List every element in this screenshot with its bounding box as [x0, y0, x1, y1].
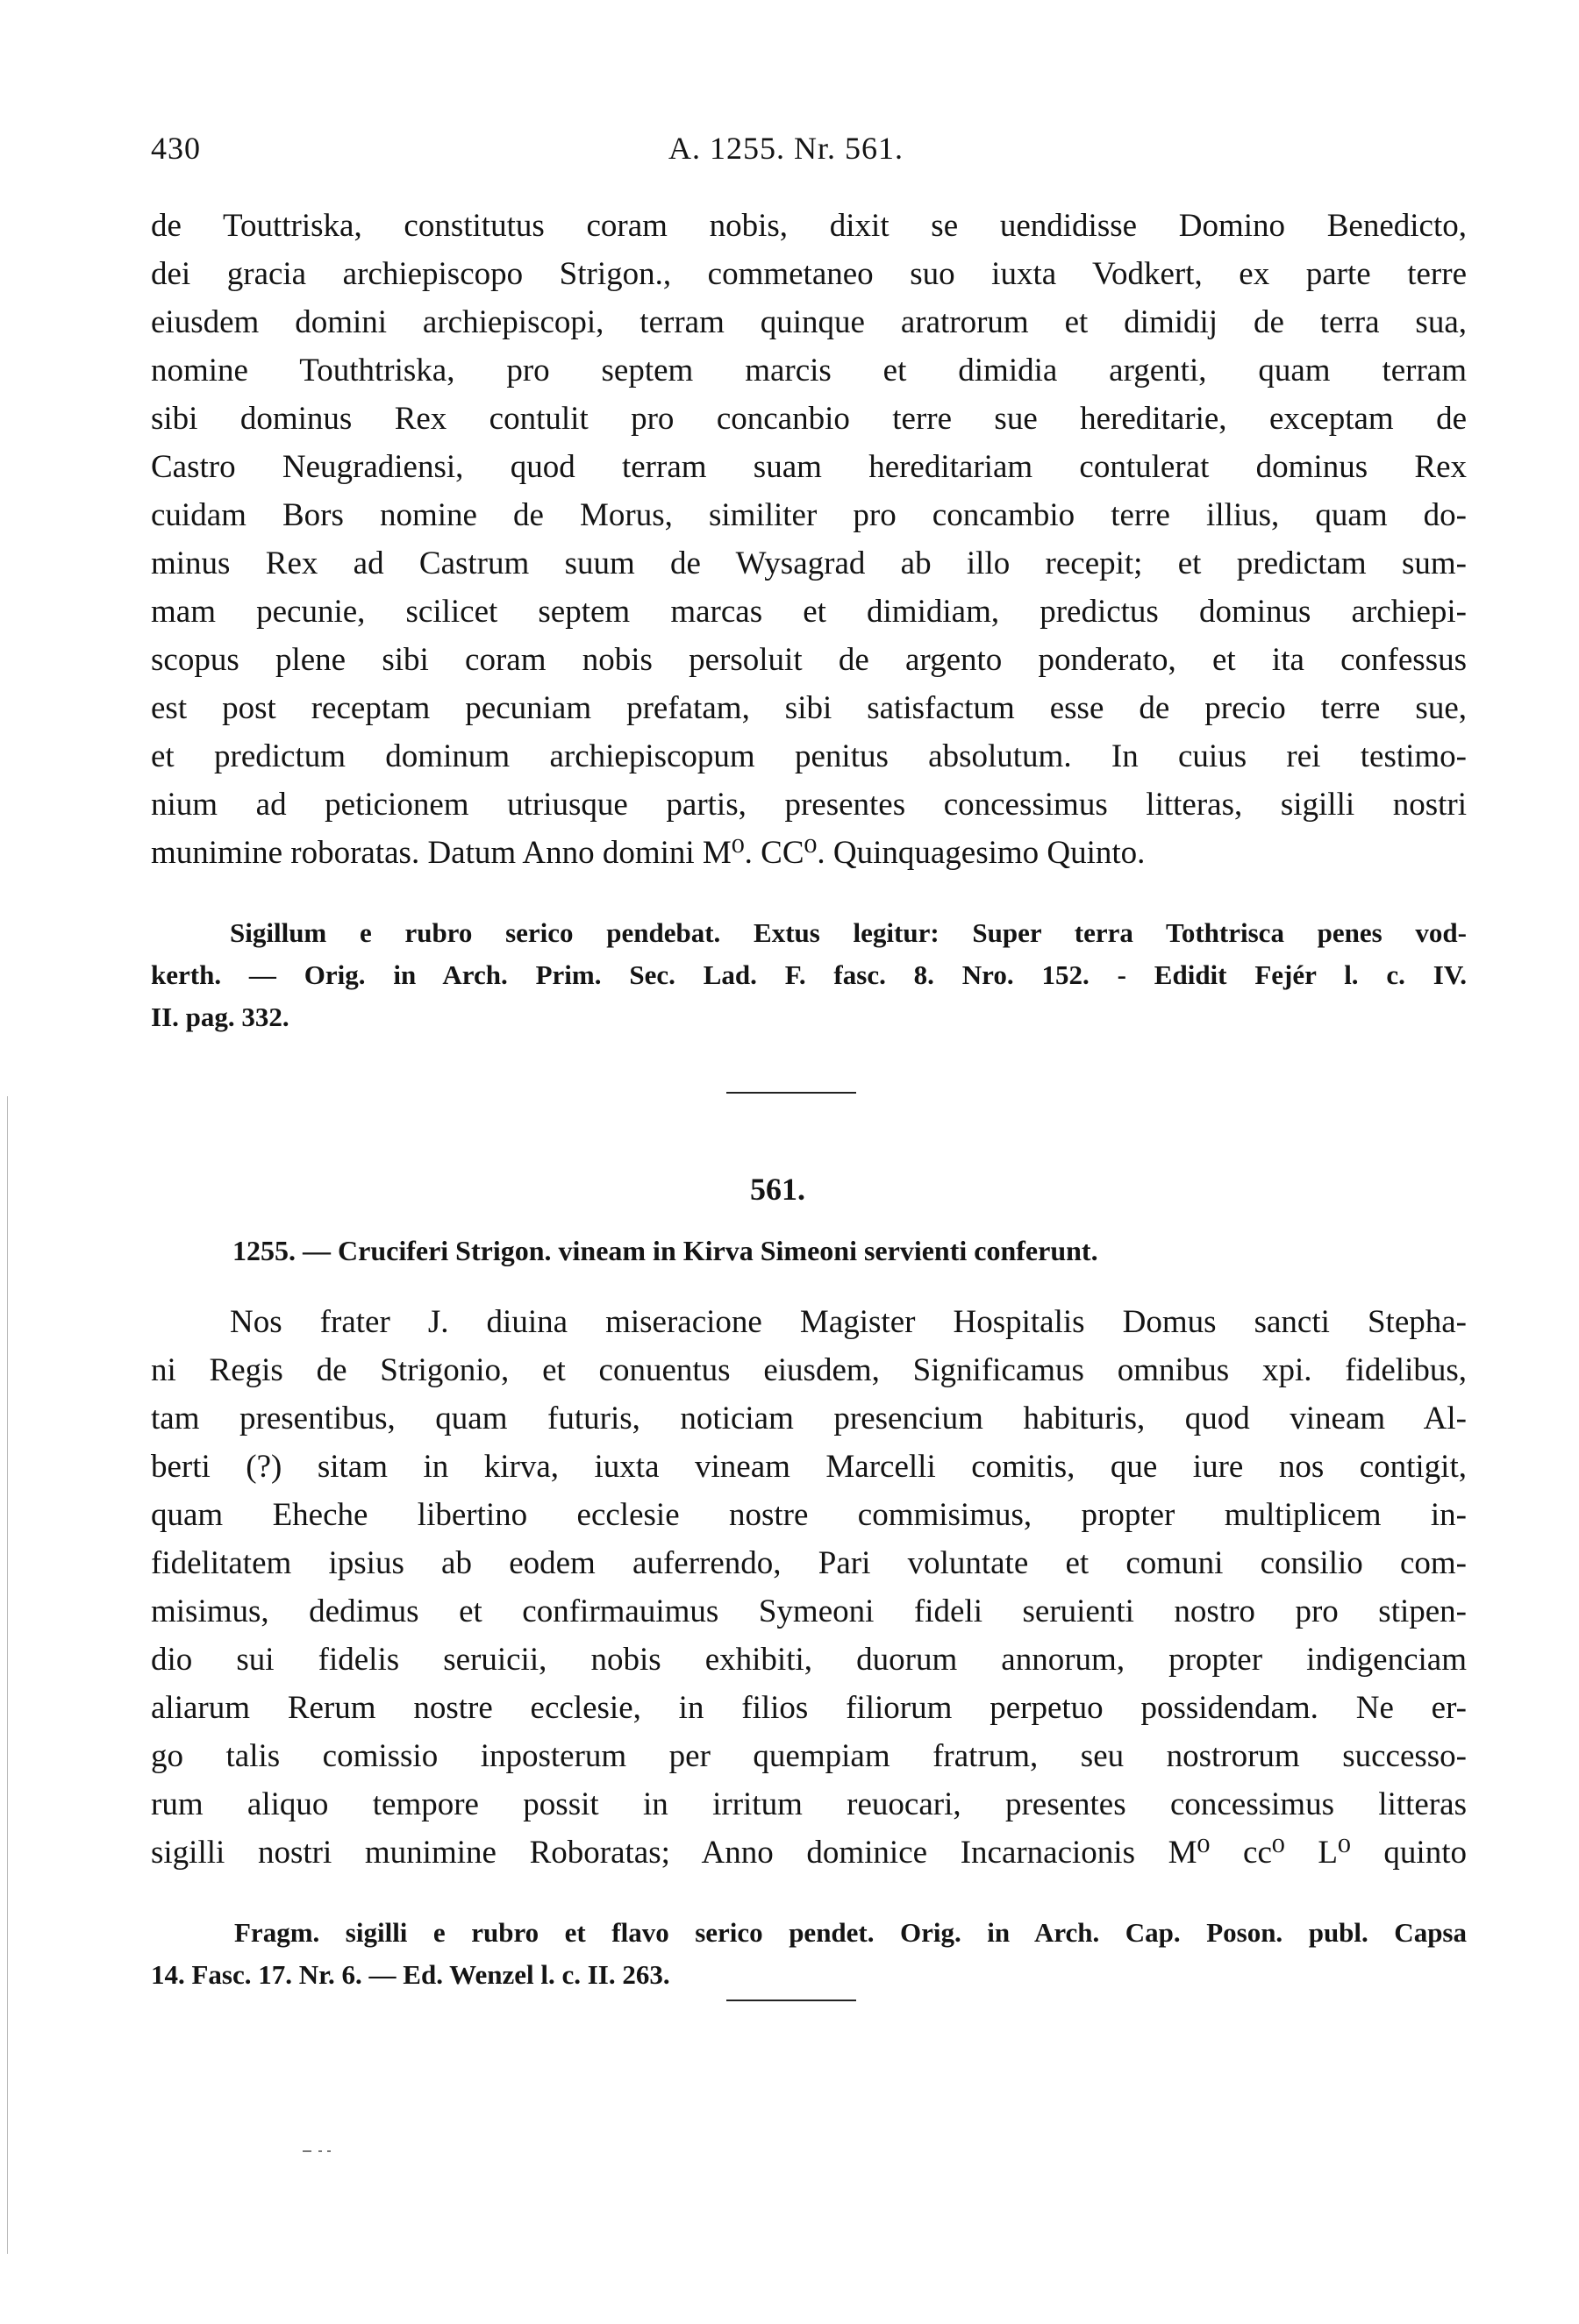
text-line: tam presentibus, quam futuris, noticiam presencium habituris, quod vineam Al-	[151, 1401, 1467, 1436]
text-line: Castro Neugradiensi, quod terram suam hereditariam contulerat dominus Rex	[151, 449, 1467, 485]
document-number: 561.	[750, 1172, 805, 1207]
text-line: est post receptam pecuniam prefatam, sibi satisfactum esse de precio terre sue,	[151, 690, 1467, 726]
document-561-note	[151, 1912, 1467, 1996]
section-divider	[726, 2000, 856, 2001]
text-line: aliarum Rerum nostre ecclesie, in filios filiorum perpetuo possidendam. Ne er-	[151, 1690, 1467, 1726]
text-line: cuidam Bors nomine de Morus, similiter pro concambio terre illius, quam do-	[151, 497, 1467, 533]
document-560-continuation	[151, 202, 1467, 877]
note-line: 14. Fasc. 17. Nr. 6. — Ed. Wenzel l. c. II. 263.	[151, 1959, 670, 1990]
text-line: munimine roboratas. Datum Anno domini M⁰. CC⁰. Quinquagesimo Quinto.	[151, 835, 1146, 871]
document-560-note	[151, 912, 1467, 1038]
text-line: et predictum dominum archiepiscopum penitus absolutum. In cuius rei testimo-	[151, 738, 1467, 774]
note-line: II. pag. 332.	[151, 1002, 289, 1032]
document-summary: 1255. — Cruciferi Strigon. vineam in Kirva Simeoni servienti conferunt.	[232, 1235, 1098, 1266]
text-line: dei gracia archiepiscopo Strigon., commetaneo suo iuxta Vodkert, ex parte terre	[151, 256, 1467, 292]
page-header	[151, 130, 1467, 174]
text-line: quam Eheche libertino ecclesie nostre commisimus, propter multiplicem in-	[151, 1497, 1467, 1533]
scan-margin-line	[7, 1096, 8, 2254]
text-line: scopus plene sibi coram nobis persoluit de argento ponderato, et ita confessus	[151, 642, 1467, 678]
text-line: dio sui fidelis seruicii, nobis exhibiti, duorum annorum, propter indigenciam	[151, 1642, 1467, 1678]
text-line: rum aliquo tempore possit in irritum reuocari, presentes concessimus litteras	[151, 1786, 1467, 1822]
text-line: mam pecunie, scilicet septem marcas et dimidiam, predictus dominus archiepi-	[151, 594, 1467, 630]
scan-speck	[303, 2149, 338, 2154]
running-head: A. 1255. Nr. 561.	[668, 131, 904, 166]
text-line: ni Regis de Strigonio, et conuentus eiusdem, Significamus omnibus xpi. fidelibus,	[151, 1352, 1467, 1388]
text-line: nium ad peticionem utriusque partis, presentes concessimus litteras, sigilli nostri	[151, 787, 1467, 823]
text-line: fidelitatem ipsius ab eodem auferrendo, Pari voluntate et comuni consilio com-	[151, 1545, 1467, 1581]
text-line: eiusdem domini archiepiscopi, terram quinque aratrorum et dimidij de terra sua,	[151, 304, 1467, 340]
text-line: de Touttriska, constitutus coram nobis, dixit se uendidisse Domino Benedicto,	[151, 208, 1467, 244]
text-line: go talis comissio inposterum per quempiam fratrum, seu nostrorum successo-	[151, 1738, 1467, 1774]
text-line: sigilli nostri munimine Roboratas; Anno dominice Incarnacionis M⁰ cc⁰ L⁰ quinto	[151, 1835, 1467, 1871]
text-line: berti (?) sitam in kirva, iuxta vineam Marcelli comitis, que iure nos contigit,	[151, 1449, 1467, 1485]
note-line: Sigillum e rubro serico pendebat. Extus legitur: Super terra Tothtrisca penes vod-	[230, 917, 1467, 948]
text-line: sibi dominus Rex contulit pro concanbio terre sue hereditarie, exceptam de	[151, 401, 1467, 437]
text-line: misimus, dedimus et confirmauimus Symeoni fideli seruienti nostro pro stipen-	[151, 1593, 1467, 1629]
note-line: kerth. — Orig. in Arch. Prim. Sec. Lad. F. fasc. 8. Nro. 152. - Edidit Fejér l. c. IV.	[151, 959, 1467, 990]
text-line: nomine Touthtriska, pro septem marcis et dimidia argenti, quam terram	[151, 353, 1467, 389]
section-divider	[726, 1092, 856, 1094]
text-line: Nos frater J. diuina miseracione Magister Hospitalis Domus sancti Stepha-	[230, 1304, 1467, 1340]
page-number: 430	[151, 131, 201, 166]
note-line: Fragm. sigilli e rubro et flavo serico pendet. Orig. in Arch. Cap. Poson. publ. Capsa	[234, 1917, 1467, 1948]
text-line: minus Rex ad Castrum suum de Wysagrad ab illo recepit; et predictam sum-	[151, 545, 1467, 581]
document-561-text	[151, 1298, 1467, 1877]
